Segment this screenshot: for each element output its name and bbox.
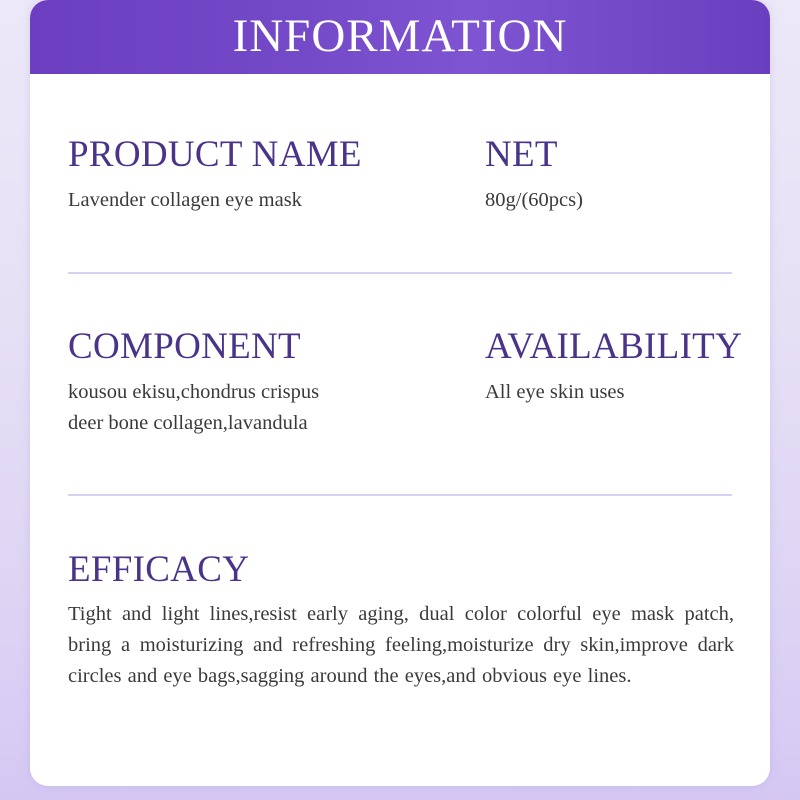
header-banner (30, 0, 770, 74)
net-heading: NET (485, 134, 558, 175)
divider-1 (68, 272, 732, 274)
availability-heading: AVAILABILITY (485, 326, 743, 367)
efficacy-heading: EFFICACY (68, 549, 250, 590)
net-value: 80g/(60pcs) (485, 189, 583, 211)
component-line-2: deer bone collagen,lavandula (68, 412, 308, 434)
component-line-1: kousou ekisu,chondrus crispus (68, 381, 320, 403)
divider-2 (68, 494, 732, 496)
info-card (30, 0, 770, 786)
availability-value: All eye skin uses (485, 381, 625, 403)
efficacy-text: Tight and light lines,resist early aging, dual color colorful eye mask patch, bring a moisturizing and refreshing feeling,moisturize dry skin,improve dark circles and eye bags,sagging around the eyes,and obvious eye lines. (68, 603, 734, 687)
product-name-heading: PRODUCT NAME (68, 134, 362, 175)
page-title: INFORMATION (232, 9, 568, 62)
component-heading: COMPONENT (68, 326, 301, 367)
product-name-value: Lavender collagen eye mask (68, 189, 302, 211)
